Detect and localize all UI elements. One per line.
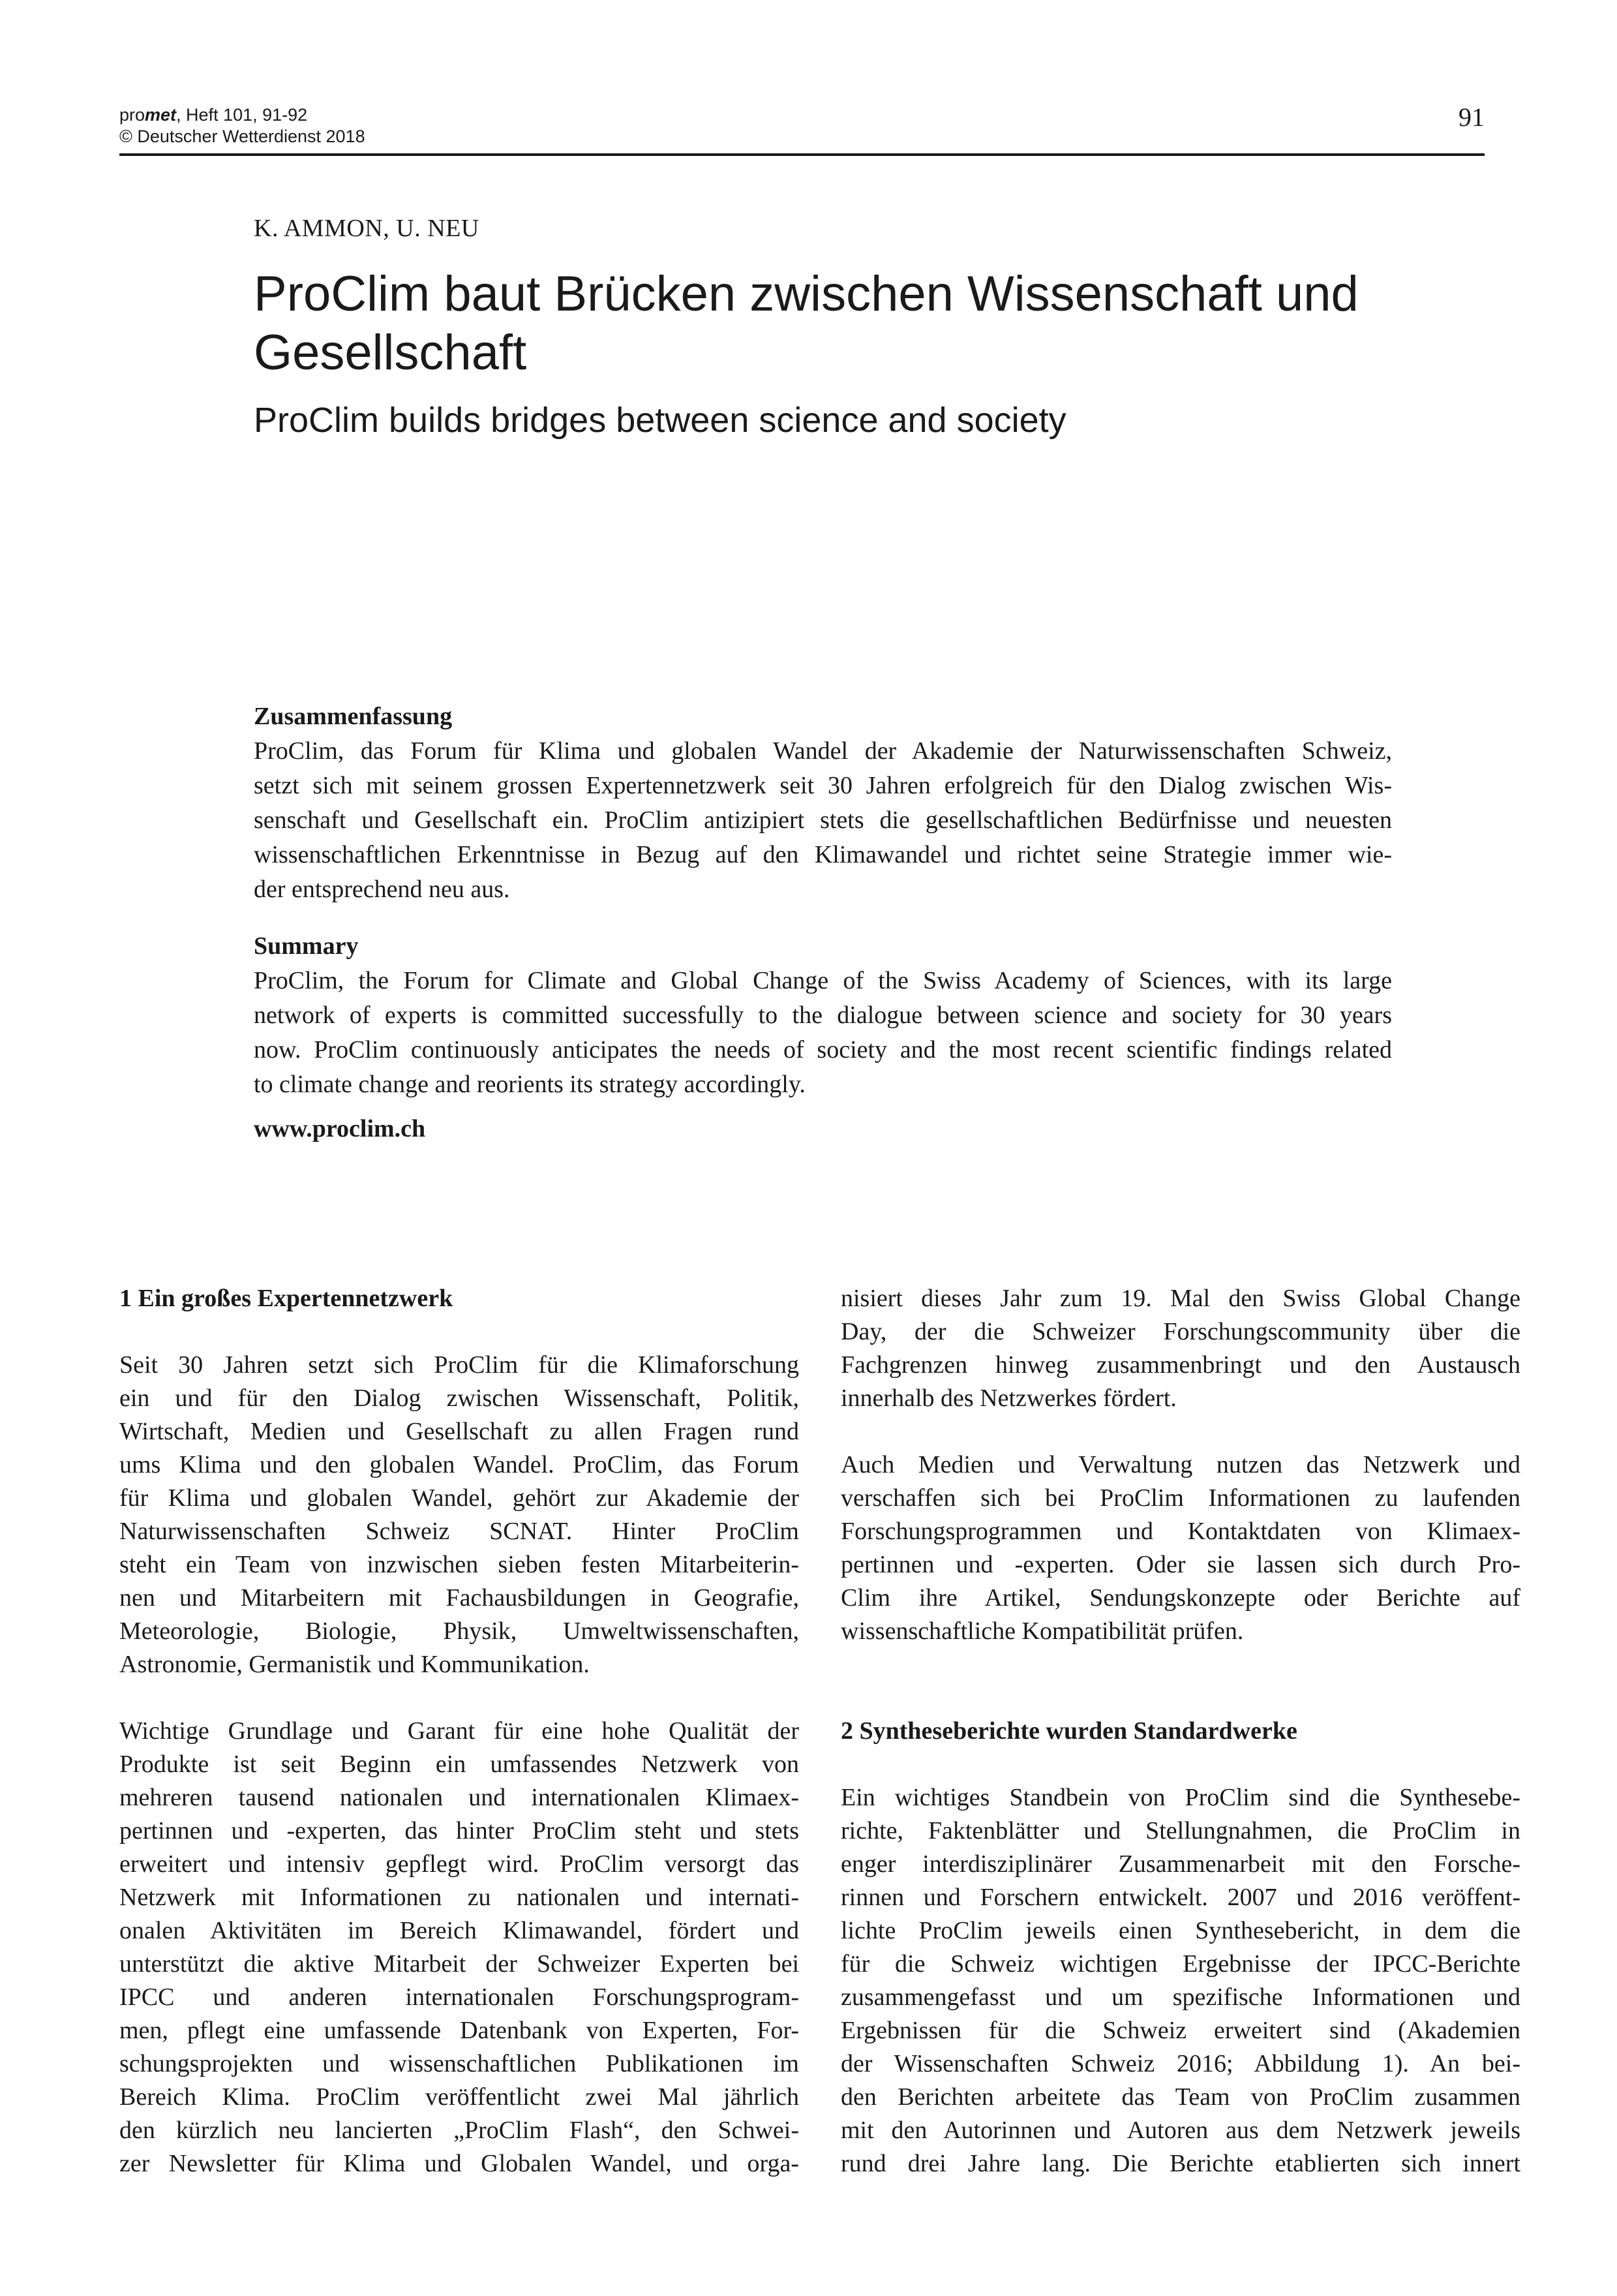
text-line: Produkte ist seit Beginn ein umfassendes Netzwerk von [119, 1751, 799, 1778]
abstract-line: senschaft und Gesellschaft ein. ProClim antizipiert stets die gesellschaftlichen Bedürfnisse und neuesten [254, 806, 1392, 834]
text-line: verschaffen sich bei ProClim Informationen zu laufenden [841, 1484, 1520, 1512]
website-link[interactable]: www.proclim.ch [254, 1115, 426, 1142]
section-heading: 2 Syntheseberichte wurden Standardwerke [841, 1717, 1297, 1745]
text-line: zer Newsletter für Klima und Globalen Wandel, und orga- [119, 2150, 799, 2177]
text-line: lichte ProClim jeweils einen Synthesebericht, in dem die [841, 1917, 1520, 1944]
abstract-line: wissenschaftlichen Erkenntnisse in Bezug auf den Klimawandel und richtet seine Strategie immer wie- [254, 841, 1392, 868]
text-line: nisiert dieses Jahr zum 19. Mal den Swiss Global Change [841, 1285, 1520, 1312]
body-column-left [119, 1282, 799, 2181]
abstract-heading: Summary [254, 932, 359, 960]
journal-name-prefix: pro [119, 105, 145, 125]
text-line: den kürzlich neu lancierten „ProClim Flash“, den Schwei- [119, 2117, 799, 2144]
paragraph [841, 1448, 1520, 1648]
text-line: richte, Faktenblätter und Stellungnahmen, die ProClim in [841, 1817, 1520, 1844]
text-line: Naturwissenschaften Schweiz SCNAT. Hinter ProClim [119, 1518, 799, 1545]
abstract-line: network of experts is committed successfully to the dialogue between science and society for 30 years [254, 1002, 1392, 1029]
text-line: steht ein Team von inzwischen sieben festen Mitarbeiterin- [119, 1551, 799, 1578]
text-line: Meteorologie, Biologie, Physik, Umweltwissenschaften, [119, 1617, 799, 1645]
abstract-line: ProClim, the Forum for Climate and Global Change of the Swiss Academy of Sciences, with its large [254, 967, 1392, 994]
text-line: Wirtschaft, Medien und Gesellschaft zu allen Fragen rund [119, 1418, 799, 1445]
abstract-line: ProClim, das Forum für Klima und globalen Wandel der Akademie der Naturwissenschaften Schweiz, [254, 737, 1392, 765]
text-line: ums Klima und den globalen Wandel. ProClim, das Forum [119, 1451, 799, 1478]
journal-citation [119, 104, 365, 126]
text-line: innerhalb des Netzwerkes fördert. [841, 1385, 1177, 1412]
abstract-german [254, 699, 1392, 907]
body-column-right [841, 1282, 1520, 2181]
paragraph [841, 1781, 1520, 2181]
text-line: der Wissenschaften Schweiz 2016; Abbildung 1). An bei- [841, 2050, 1520, 2077]
text-line: Astronomie, Germanistik und Kommunikation. [119, 1651, 590, 1678]
text-line: Ein wichtiges Standbein von ProClim sind die Synthesebe- [841, 1784, 1520, 1811]
abstract-line: now. ProClim continuously anticipates the needs of society and the most recent scientific findings related [254, 1036, 1392, 1064]
text-line: Auch Medien und Verwaltung nutzen das Netzwerk und [841, 1451, 1520, 1478]
paragraph [119, 1715, 799, 2181]
section-heading: 1 Ein großes Expertennetzwerk [119, 1285, 453, 1312]
text-line: Netzwerk mit Informationen zu nationalen und internati- [119, 1884, 799, 1911]
text-line: enger interdisziplinärer Zusammenarbeit mit den Forsche- [841, 1850, 1520, 1878]
paragraph [119, 1349, 799, 1681]
journal-issue: , Heft 101, 91-92 [176, 105, 308, 125]
text-line: unterstützt die aktive Mitarbeit der Schweizer Experten bei [119, 1950, 799, 1978]
text-line: Wichtige Grundlage und Garant für eine hohe Qualität der [119, 1717, 799, 1745]
text-line: Clim ihre Artikel, Sendungskonzepte oder Berichte auf [841, 1584, 1520, 1612]
article-title [254, 265, 1480, 382]
abstract-heading: Zusammenfassung [254, 703, 453, 730]
copyright-line: © Deutscher Wetterdienst 2018 [119, 127, 365, 146]
running-header [119, 104, 1485, 156]
text-line: Seit 30 Jahren setzt sich ProClim für die Klimaforschung [119, 1351, 799, 1379]
text-line: für Klima und globalen Wandel, gehört zur Akademie der [119, 1484, 799, 1512]
paragraph [841, 1282, 1520, 1415]
text-line: erweitert und intensiv gepflegt wird. ProClim versorgt das [119, 1850, 799, 1878]
text-line: schungsprojekten und wissenschaftlichen Publikationen im [119, 2050, 799, 2077]
abstract-english [254, 929, 1392, 1102]
text-line: mit den Autorinnen und Autoren aus dem Netzwerk jeweils [841, 2117, 1520, 2144]
text-line: rund drei Jahre lang. Die Berichte etablierten sich innert [841, 2150, 1520, 2177]
text-line: Fachgrenzen hinweg zusammenbringt und den Austausch [841, 1351, 1520, 1379]
text-line: mehreren tausend nationalen und internationalen Klimaex- [119, 1784, 799, 1811]
text-line: nen und Mitarbeitern mit Fachausbildungen in Geografie, [119, 1584, 799, 1612]
text-line: ein und für den Dialog zwischen Wissenschaft, Politik, [119, 1385, 799, 1412]
text-line: Ergebnissen für die Schweiz erweitert sind (Akademien [841, 2017, 1520, 2044]
text-line: rinnen und Forschern entwickelt. 2007 und 2016 veröffent- [841, 1884, 1520, 1911]
authors: K. AMMON, U. NEU [254, 215, 479, 242]
text-line: Day, der die Schweizer Forschungscommunity über die [841, 1318, 1520, 1345]
article-subtitle: ProClim builds bridges between science and society [254, 401, 1066, 440]
text-line: wissenschaftliche Kompatibilität prüfen. [841, 1617, 1244, 1645]
journal-info [119, 104, 365, 147]
text-line: Forschungsprogrammen und Kontaktdaten von Klimaex- [841, 1518, 1520, 1545]
text-line: men, pflegt eine umfassende Datenbank von Experten, For- [119, 2017, 799, 2044]
text-line: den Berichten arbeitete das Team von ProClim zusammen [841, 2083, 1520, 2111]
text-line: für die Schweiz wichtigen Ergebnisse der IPCC-Berichte [841, 1950, 1520, 1978]
text-line: onalen Aktivitäten im Bereich Klimawandel, fördert und [119, 1917, 799, 1944]
text-line: pertinnen und -experten, das hinter ProClim steht und stets [119, 1817, 799, 1844]
text-line: pertinnen und -experten. Oder sie lassen sich durch Pro- [841, 1551, 1520, 1578]
title-line: ProClim baut Brücken zwischen Wissenschaft und [254, 266, 1359, 322]
abstract-line: der entsprechend neu aus. [254, 876, 510, 903]
text-line: Bereich Klima. ProClim veröffentlicht zwei Mal jährlich [119, 2083, 799, 2111]
text-line: IPCC und anderen internationalen Forschungsprogram- [119, 1983, 799, 2011]
text-line: zusammengefasst und um spezifische Informationen und [841, 1983, 1520, 2011]
title-line: Gesellschaft [254, 325, 527, 380]
page-number: 91 [1458, 102, 1485, 132]
journal-name-emphasis: met [145, 105, 177, 125]
abstract-line: to climate change and reorients its strategy accordingly. [254, 1071, 806, 1098]
abstract-line: setzt sich mit seinem grossen Expertennetzwerk seit 30 Jahren erfolgreich für den Dialog zwischen Wis- [254, 772, 1392, 799]
